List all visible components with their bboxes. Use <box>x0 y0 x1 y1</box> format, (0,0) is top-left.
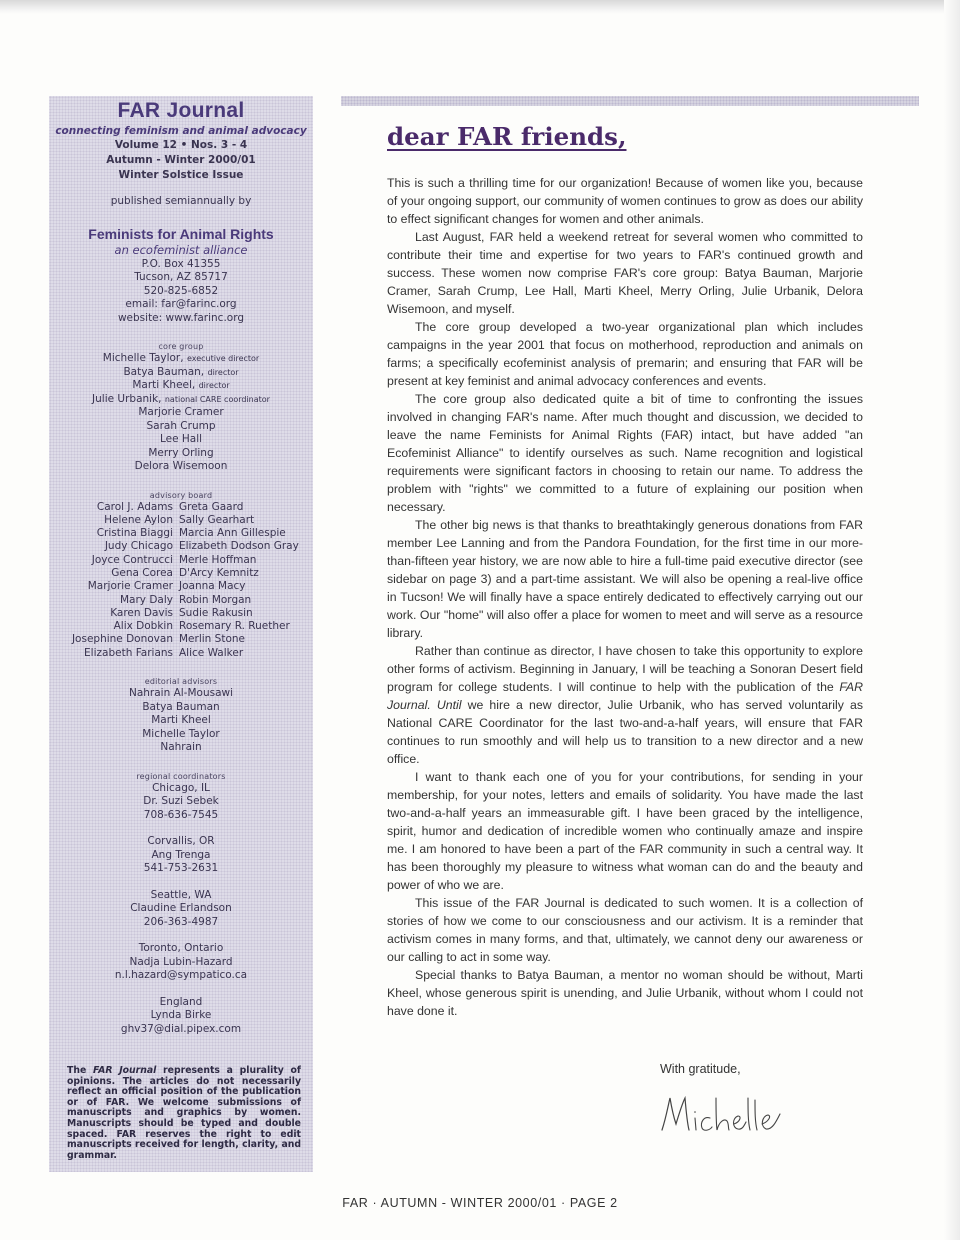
regional-coordinators-heading: regional coordinators <box>136 771 226 781</box>
region-contact: 206-363-4987 <box>143 915 219 928</box>
advisor-name: Michelle Taylor <box>142 727 220 740</box>
submissions-disclaimer <box>67 1066 301 1161</box>
website-line: website: www.farinc.org <box>117 311 245 324</box>
member-name: Julie Urbanik, <box>92 392 162 405</box>
advisory-member: Mary Daly <box>119 593 173 606</box>
advisory-col-left <box>49 501 179 661</box>
disclaimer-text: The <box>67 1065 93 1076</box>
advisory-member: Merlin Stone <box>179 633 245 646</box>
masthead <box>49 98 313 183</box>
region-entry <box>49 942 313 983</box>
page-right-edge <box>944 0 960 1240</box>
paragraph-italic-text: FAR Journal. Until <box>387 680 863 712</box>
advisory-member: Greta Gaard <box>179 500 244 513</box>
advisory-member: D'Arcy Kemnitz <box>179 566 259 579</box>
letter-paragraph: I want to thank each one of you for your contributions, for sending in your membership, for your notes, letters and emails of solidarity. You have made the last two-and-a-half years an immeasurable gift. I have been graced by the intelligence, spirit, humor and dedication of incredible women who continually amaze and inspire me. I am honored to have been a part of the FAR community in such a central way. It has been thoroughly my pleasure to witness what woman can do and the beauty and power of who we are. <box>387 770 863 892</box>
member-role: executive director <box>186 354 260 363</box>
region-contact: 541-753-2631 <box>143 862 219 875</box>
advisory-member: Elizabeth Dodson Gray <box>179 540 299 553</box>
masthead-sidebar <box>49 96 313 1172</box>
region-coordinator: Claudine Erlandson <box>130 902 232 915</box>
core-member: Delora Wisemoon <box>134 460 228 472</box>
volume-line: Volume 12 • Nos. 3 - 4 <box>114 139 248 151</box>
core-group <box>49 341 313 474</box>
publisher-tagline: an ecofeminist alliance <box>114 242 248 257</box>
regional-coordinators <box>49 771 313 1037</box>
advisory-board-heading: advisory board <box>149 490 213 500</box>
advisory-member: Rosemary R. Ruether <box>179 620 290 633</box>
letter-paragraph: This is such a thrilling time for our organization! Because of women like you, because of your ongoing support, our community of women continues to grow as does our ability to effect significant changes for women and other animals. <box>387 176 863 226</box>
advisory-member: Joyce Contrucci <box>91 553 173 566</box>
disclaimer-text: represents a plurality of opinions. The articles do not necessarily reflect an official position of the publication or of FAR. We welcome submissions of manuscripts and graphics by women. Manuscripts should be typed and double spaced. FAR reserves the right to edit manuscripts received for length, clarity, and grammar. <box>67 1065 301 1161</box>
advisory-member: Merle Hoffman <box>179 553 257 566</box>
region-entry <box>49 835 313 876</box>
region-contact: ghv37@dial.pipex.com <box>120 1022 242 1035</box>
member-name: Michelle Taylor, <box>102 352 184 364</box>
letter-paragraph <box>387 642 863 768</box>
core-member: Sarah Crump <box>146 419 216 432</box>
advisory-member: Judy Chicago <box>104 540 173 553</box>
page-top-edge <box>0 0 960 14</box>
advisor-name: Batya Bauman <box>142 700 220 713</box>
phone-line: 520-825-6852 <box>143 284 219 297</box>
region-city: Toronto, Ontario <box>138 942 224 955</box>
advisory-member: Cristina Biaggi <box>96 527 173 540</box>
publisher-name: Feminists for Animal Rights <box>88 225 274 242</box>
region-entry <box>49 889 313 930</box>
region-city: Chicago, IL <box>152 781 210 794</box>
letter-paragraph: Last August, FAR held a weekend retreat for several women who committed to contribute their time and expertise for two years to FAR's continued growth and success. These women now comprise FAR's core group: Batya Bauman, Marjorie Cramer, Sarah Crump, Lee Hall, Marti Kheel, Merry Orling, Julie Urbanik, Delora Wisemoon, and myself. <box>387 230 863 316</box>
core-member <box>49 393 313 407</box>
published-by: published semiannually by <box>110 195 252 207</box>
advisory-member: Karen Davis <box>110 606 173 619</box>
member-role: director <box>198 381 230 390</box>
address-line: P.O. Box 41355 <box>141 257 221 270</box>
region-city: Seattle, WA <box>150 888 212 901</box>
letter-paragraph: This issue of the FAR Journal is dedicated to such women. It is a collection of stories of how we come to our consciousness and our activism. It is a reminder that activism comes in many forms, and that, ultimately, we cannot deny our awareness or our calling to act in some way. <box>387 896 863 964</box>
advisory-member: Marcia Ann Gillespie <box>179 527 286 540</box>
advisory-member: Helene Aylon <box>104 513 173 526</box>
advisory-member: Sudie Rakusin <box>179 606 253 619</box>
letter-paragraph: The core group also dedicated quite a bit of time to confronting the issues involved in changing FAR's name. After much thought and discussion, we decided to leave the name Feminists for Animal Rights (FAR) intact, but have added "an Ecofeminist Alliance" to identify ourselves as such. Name recognition and logistical requirements were significant factors in choosing to retain our name. To address the problem with "rights" we committed to a future of explaining our position when necessary. <box>387 392 863 514</box>
letter-header-bar <box>341 96 919 106</box>
letter-body <box>387 174 863 1020</box>
advisory-member: Carol J. Adams <box>96 500 173 513</box>
paragraph-text: Rather than continue as director, I have chosen to take this opportunity to explore other forms of activism. Beginning in January, I will be teaching a Sonoran Desert field program for college students. I will continue to help with the publication of the <box>387 644 863 694</box>
region-coordinator: Lynda Birke <box>150 1009 212 1022</box>
member-name: Marti Kheel, <box>132 379 196 391</box>
paragraph-text: we hire a new director, Julie Urbanik, who has served voluntarily as National CARE Coordinator for the last two-and-a-half years, will ensure that FAR continues to run smoothly and will help us to transition to a new director and a new office. <box>387 698 863 766</box>
letter-heading: dear FAR friends, <box>387 122 627 151</box>
email-line: email: far@farinc.org <box>125 298 237 310</box>
disclaimer-journal-name: FAR Journal <box>92 1065 157 1076</box>
advisory-member: Joanna Macy <box>179 580 246 593</box>
letter-paragraph: The core group developed a two-year organizational plan which includes campaigns in the year 2001 that focus on motherhood, reproduction and animals on farms; a specifically ecofeminist analysis of premarin; and ensuring that FAR will be present at key feminist and animal advocacy conferences and events. <box>387 320 863 388</box>
core-member <box>49 379 313 393</box>
core-group-heading: core group <box>158 342 204 351</box>
member-role: national CARE coordinator <box>164 394 270 404</box>
publisher-block <box>49 225 313 326</box>
advisory-member: Gena Corea <box>111 566 173 579</box>
issue-line: Winter Solstice Issue <box>118 169 244 181</box>
core-member: Marjorie Cramer <box>138 406 224 418</box>
journal-tagline: connecting feminism and animal advocacy <box>55 125 307 137</box>
member-name: Batya Bauman, <box>123 365 205 378</box>
editorial-advisors-heading: editorial advisors <box>144 677 218 687</box>
region-contact: n.l.hazard@sympatico.ca <box>114 969 248 982</box>
advisory-col-right <box>179 501 313 661</box>
journal-title: FAR Journal <box>117 99 245 122</box>
region-city: Corvallis, OR <box>147 835 215 848</box>
core-member <box>49 352 313 366</box>
advisory-board <box>49 490 313 661</box>
advisory-member: Josephine Donovan <box>71 633 173 646</box>
advisory-member: Robin Morgan <box>179 593 252 606</box>
advisory-member: Alix Dobkin <box>113 620 173 633</box>
page-footer: FAR · AUTUMN - WINTER 2000/01 · PAGE 2 <box>342 1196 618 1210</box>
address-line: Tucson, AZ 85717 <box>134 271 228 283</box>
core-member: Lee Hall <box>159 433 203 445</box>
region-coordinator: Ang Trenga <box>151 848 211 861</box>
editorial-advisors <box>49 676 313 755</box>
advisory-board-list <box>49 501 313 661</box>
region-entry <box>49 782 313 823</box>
member-role: director <box>207 367 239 377</box>
advisory-member: Elizabeth Farians <box>84 646 173 659</box>
letter-paragraph: The other big news is that thanks to breathtakingly generous donations from FAR member Lee Lanning and from the Pandora Foundation, for the first time in our more-than-fifteen year history, we are now able to hire a full-time paid executive director (see sidebar on page 3) and a part-time assistant. We will also be opening a real-live office in Tucson! We will finally have a space entirely dedicated to effectively carrying out our work. Our "home" will also offer a place for women to meet and will serve as a resource library. <box>387 518 863 640</box>
signature <box>658 1088 808 1138</box>
region-contact: 708-636-7545 <box>143 808 219 821</box>
advisor-name: Nahrain Al-Mousawi <box>128 687 234 700</box>
advisory-member: Alice Walker <box>179 646 244 659</box>
season-line: Autumn - Winter 2000/01 <box>106 154 256 166</box>
region-coordinator: Dr. Suzi Sebek <box>143 795 219 808</box>
letter-closing: With gratitude, <box>660 1062 741 1076</box>
region-city: England <box>159 995 203 1008</box>
core-member: Merry Orling <box>148 446 214 459</box>
advisor-name: Marti Kheel <box>151 714 211 727</box>
advisor-name: Nahrain <box>160 741 202 754</box>
advisory-member: Marjorie Cramer <box>87 580 173 593</box>
letter-paragraph: Special thanks to Batya Bauman, a mentor no woman should be without, Marti Kheel, whose generous spirit is unending, and Julie Urbanik, without whom I could not have done it. <box>387 968 863 1018</box>
region-coordinator: Nadja Lubin-Hazard <box>129 955 233 968</box>
core-member <box>49 366 313 380</box>
region-entry <box>49 996 313 1037</box>
advisory-member: Sally Gearhart <box>179 513 255 526</box>
